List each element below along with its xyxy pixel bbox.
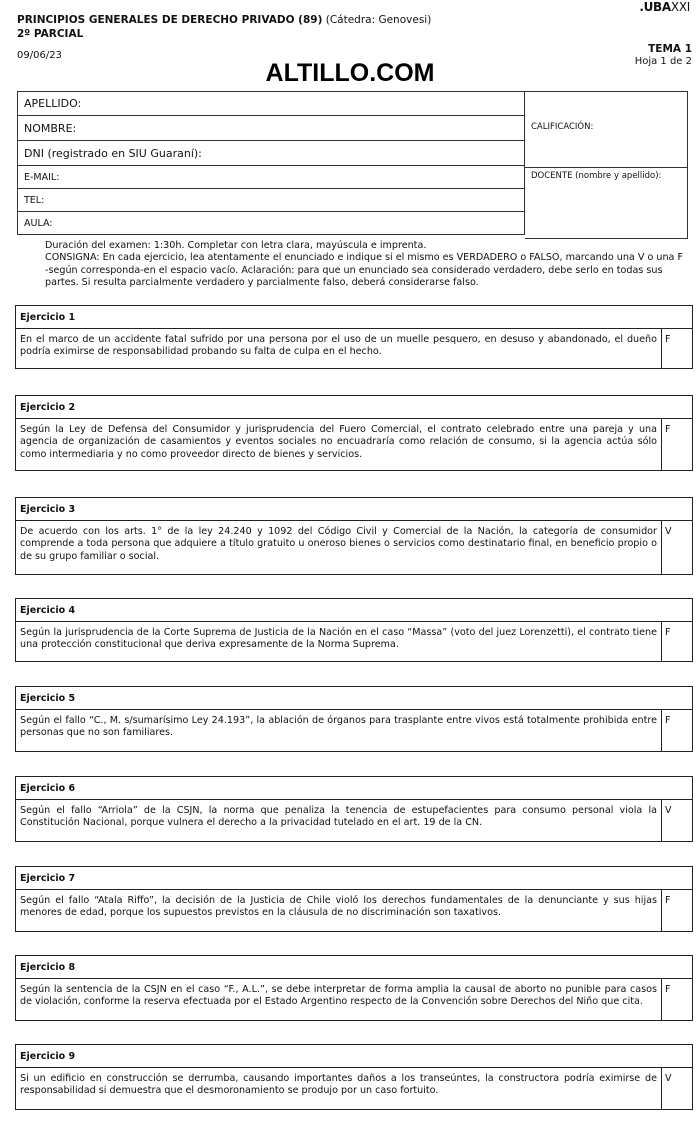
exercise-statement: Según el fallo “C., M. s/sumarísimo Ley 24.193”, la ablación de órganos para trasplante entre vivos está totalmente prohibida entre personas que no son familiares. xyxy=(20,715,657,739)
answer-box[interactable]: V xyxy=(661,800,692,841)
exercise-body xyxy=(16,710,692,751)
exercise-body xyxy=(16,1068,692,1109)
dni-field[interactable]: DNI (registrado en SIU Guaraní): xyxy=(17,140,525,166)
exercise-body xyxy=(16,521,692,574)
catedra: (Cátedra: Genovesi) xyxy=(325,14,432,26)
answer-box[interactable]: F xyxy=(661,419,692,470)
calificacion-label: CALIFICACIÓN: xyxy=(531,122,594,132)
exercise-statement: Según el fallo “Atala Riffo”, la decisión de la Justicia de Chile violó los derechos fundamentales de la denunciante y sus hijas menores de edad, porque los supuestos previstos en la cláusula de no discriminación son taxativos. xyxy=(20,895,657,919)
exercise-title: Ejercicio 2 xyxy=(16,396,692,419)
exercise-statement: Si un edificio en construcción se derrumba, causando importantes daños a los transeúntes, la constructora podría eximirse de responsabilidad si demuestra que el desmoronamiento se produjo por un caso fortuito. xyxy=(20,1073,657,1097)
instructions xyxy=(45,240,685,289)
parcial-label: 2º PARCIAL xyxy=(17,28,84,40)
exercise-4 xyxy=(15,598,693,662)
answer-box[interactable]: F xyxy=(661,710,692,751)
exercise-2 xyxy=(15,395,693,471)
uba-logo-thin: XXI xyxy=(670,0,690,14)
aula-field[interactable]: AULA: xyxy=(17,211,525,235)
exercise-body xyxy=(16,800,692,841)
exercise-body xyxy=(16,622,692,661)
tema-label: TEMA 1 xyxy=(648,43,692,55)
exercise-body xyxy=(16,890,692,931)
exercise-body xyxy=(16,419,692,470)
answer-box[interactable]: V xyxy=(661,521,692,574)
exercise-title: Ejercicio 7 xyxy=(16,867,692,890)
exercise-statement: En el marco de un accidente fatal sufrido por una persona por el uso de un muelle pesquero, en desuso y abandonado, el dueño podría eximirse de responsabilidad probando su falta de culpa en el hecho. xyxy=(20,334,657,358)
exercise-title: Ejercicio 9 xyxy=(16,1045,692,1068)
apellido-field[interactable]: APELLIDO: xyxy=(17,91,525,116)
exercise-5 xyxy=(15,686,693,752)
exercise-3 xyxy=(15,497,693,575)
answer-box[interactable]: F xyxy=(661,979,692,1020)
exercise-statement: Según la jurisprudencia de la Corte Suprema de Justicia de la Nación en el caso “Massa” (voto del juez Lorenzetti), el contrato tiene una protección constitucional que deriva expresamente de la Norma Suprema. xyxy=(20,627,657,651)
page-indicator: Hoja 1 de 2 xyxy=(634,56,692,67)
answer-box[interactable]: F xyxy=(661,329,692,368)
nombre-field[interactable]: NOMBRE: xyxy=(17,115,525,141)
exercise-title: Ejercicio 4 xyxy=(16,599,692,622)
exercise-6 xyxy=(15,776,693,842)
exercise-title: Ejercicio 6 xyxy=(16,777,692,800)
answer-box[interactable]: V xyxy=(661,1068,692,1109)
email-field[interactable]: E-MAIL: xyxy=(17,165,525,189)
watermark: ALTILLO.COM xyxy=(265,59,435,87)
docente-label: DOCENTE (nombre y apellido): xyxy=(531,171,662,181)
exercise-body xyxy=(16,979,692,1020)
exercise-7 xyxy=(15,866,693,932)
exercise-title: Ejercicio 3 xyxy=(16,498,692,521)
uba-logo xyxy=(639,0,690,14)
uba-logo-bold: .UBA xyxy=(639,0,671,14)
exercise-title: Ejercicio 8 xyxy=(16,956,692,979)
exercise-statement: Según la Ley de Defensa del Consumidor y jurisprudencia del Fuero Comercial, el contrato celebrado entre una pareja y una agencia de organización de casamientos y eventos sociales no encuadraría como relación de consumo, si la agencia actúa sólo como intermediaria y no como proveedor directo de bienes y servicios. xyxy=(20,424,657,460)
exercise-body xyxy=(16,329,692,368)
course-title xyxy=(17,14,431,26)
exercise-statement: De acuerdo con los arts. 1° de la ley 24.240 y 1092 del Código Civil y Comercial de la Nación, la categoría de consumidor comprende a toda persona que adquiere a título gratuito u oneroso bienes o servicios como destinatario final, en beneficio propio o de su grupo familiar o social. xyxy=(20,526,657,562)
exercise-title: Ejercicio 1 xyxy=(16,306,692,329)
exercise-title: Ejercicio 5 xyxy=(16,687,692,710)
answer-box[interactable]: F xyxy=(661,622,692,661)
consigna-text: CONSIGNA: En cada ejercicio, lea atentamente el enunciado e indique si el mismo es VERDADERO o FALSO, marcando una V o una F -según corresponda-en el espacio vacío. Aclaración: para que un enunciado sea considerado verdadero, debe serlo en todas sus partes. Si resulta parcialmente verdadero y parcialmente falso, deberá considerarse falso. xyxy=(45,252,683,288)
student-id-box xyxy=(17,91,688,239)
exercise-8 xyxy=(15,955,693,1021)
exercise-statement: Según el fallo “Arriola” de la CSJN, la norma que penaliza la tenencia de estupefacientes para consumo personal viola la Constitución Nacional, porque vulnera el derecho a la privacidad tutelado en el art. 19 de la CN. xyxy=(20,805,657,829)
duration-text: Duración del examen: 1:30h. Completar con letra clara, mayúscula e imprenta. xyxy=(45,240,427,251)
exercise-9 xyxy=(15,1044,693,1110)
course-name: PRINCIPIOS GENERALES DE DERECHO PRIVADO (89) xyxy=(17,14,323,26)
tel-field[interactable]: TEL: xyxy=(17,188,525,212)
grading-divider xyxy=(525,167,688,168)
exercise-statement: Según la sentencia de la CSJN en el caso “F., A.L.”, se debe interpretar de forma amplia la causal de aborto no punible para casos de violación, conforme la reserva efectuada por el Estado Argentino respecto de la Convención sobre Derechos del Niño que cita. xyxy=(20,984,657,1008)
exercise-1 xyxy=(15,305,693,369)
exam-date: 09/06/23 xyxy=(17,50,62,61)
student-fields xyxy=(17,91,525,239)
grading-box xyxy=(525,91,688,239)
answer-box[interactable]: F xyxy=(661,890,692,931)
